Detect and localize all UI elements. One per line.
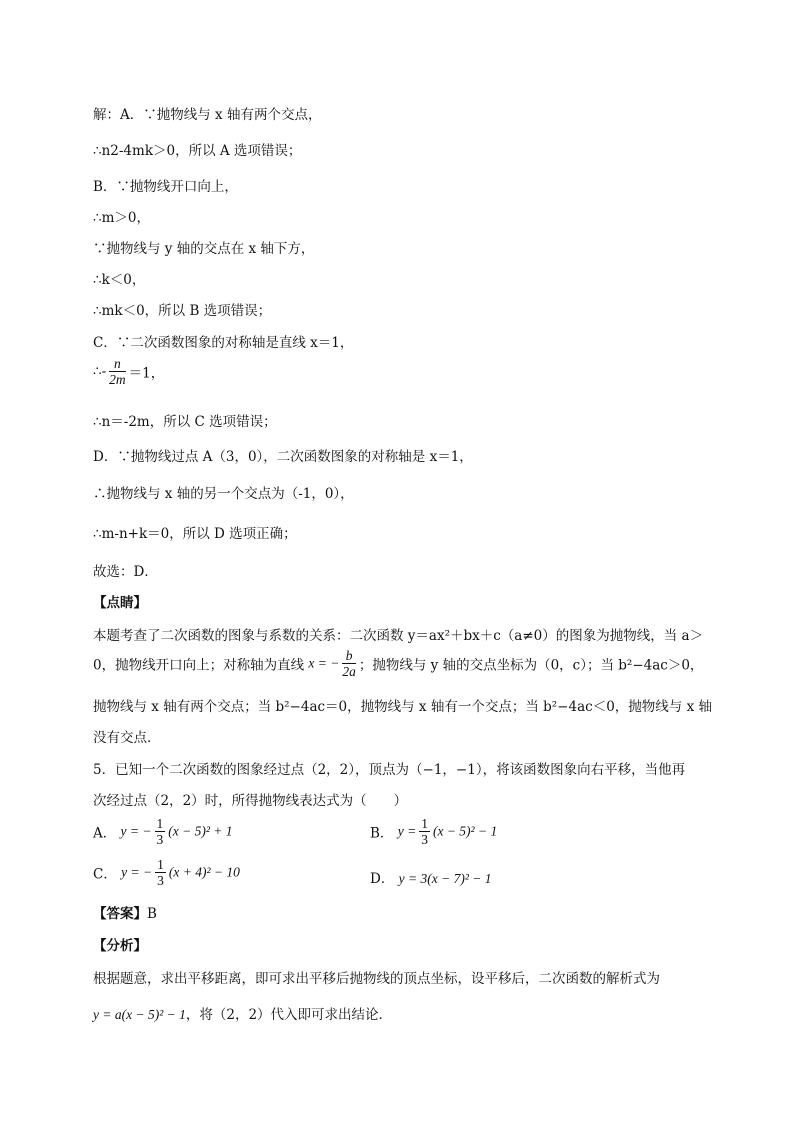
solution-line-7: ∴mk＜0，所以 B 选项错误； (93, 303, 272, 319)
fraction-denominator: 3 (156, 832, 164, 847)
solution-line-3: B．∵抛物线开口向上， (93, 179, 238, 195)
fraction-denominator: 2m (109, 372, 126, 387)
analysis-formula: y = a(x − 5)² − 1 (93, 1007, 186, 1022)
option-a (93, 816, 233, 847)
fraction-b-over-2a (342, 648, 356, 679)
fraction-numerator: 1 (156, 816, 164, 831)
solution-line-6: ∴k＜0， (93, 272, 146, 288)
symmetry-axis-expr: x = − (308, 655, 340, 671)
option-c-rhs: (x + 4)² − 10 (168, 864, 240, 880)
fraction-numerator: 1 (157, 857, 164, 872)
fraction-n-over-2m (109, 356, 126, 387)
analysis-paragraph-2 (93, 1003, 392, 1023)
comment-p2-b: ；抛物线与 y 轴的交点坐标为（0，c）；当 b²−4ac＞0， (358, 657, 704, 674)
analysis-p2-text: ，将（2，2）代入即可求出结论． (185, 1007, 393, 1023)
analysis-paragraph-1: 根据题意，求出平移距离，即可求出平移后抛物线的顶点坐标，设平移后，二次函数的解析式为 (93, 971, 660, 987)
option-a-rhs: (x − 5)² + 1 (168, 823, 233, 839)
comment-p2-a: 0，抛物线开口向上；对称轴为直线 (93, 657, 305, 674)
option-b (370, 816, 497, 847)
solution-line-12: ∴抛物线与 x 轴的另一个交点为（-1，0）， (93, 486, 354, 502)
solution-line-4: ∴m＞0， (93, 210, 150, 226)
option-a-lhs: y = − (120, 823, 152, 839)
option-c-fraction (155, 857, 166, 888)
fraction-denominator: 3 (157, 873, 164, 888)
option-c-label: C． (93, 866, 117, 883)
solution-line-11: D．∵抛物线过点 A（3，0），二次函数图象的对称轴是 x＝1， (93, 449, 473, 465)
comment-paragraph-3: 抛物线与 x 轴有两个交点；当 b²−4ac＝0，抛物线与 x 轴有一个交点；当 b²−4ac＜0，抛物线与 x 轴 (93, 699, 712, 715)
answer-line (93, 902, 157, 922)
option-b-fraction (419, 816, 430, 847)
line9-suffix: ＝1， (128, 365, 165, 382)
option-d-label: D． (370, 871, 395, 887)
option-b-rhs: (x − 5)² − 1 (432, 823, 498, 839)
comment-paragraph-4: 没有交点． (93, 730, 161, 746)
option-b-lhs: y = (397, 823, 417, 839)
fraction-numerator: n (109, 356, 126, 372)
line9-prefix: ∴- (93, 363, 107, 380)
fraction-numerator: 1 (421, 816, 428, 831)
fraction-denominator: 3 (421, 832, 428, 847)
comment-paragraph-1: 本题考查了二次函数的图象与系数的关系：二次函数 y＝ax²＋bx＋c（a≠0）的图象为抛物线，当 a＞ (93, 628, 704, 644)
analysis-heading: 【分析】 (93, 938, 147, 954)
option-a-label: A． (93, 825, 117, 842)
option-b-label: B． (370, 825, 394, 842)
comment-paragraph-2 (93, 648, 703, 679)
answer-heading: 【答案】 (93, 906, 147, 922)
option-a-fraction (155, 816, 166, 847)
solution-line-2: ∴n2-4mk＞0，所以 A 选项错误； (93, 143, 302, 159)
option-c (93, 857, 240, 888)
fraction-numerator: b (342, 648, 356, 664)
comment-heading: 【点睛】 (93, 595, 147, 611)
solution-line-5: ∵抛物线与 y 轴的交点在 x 轴下方， (93, 241, 315, 257)
option-c-lhs: y = − (121, 864, 153, 880)
fraction-denominator: 2a (342, 664, 356, 679)
question-line-1: 5．已知一个二次函数的图象经过点（2，2），顶点为（−1，−1），将该函数图象向右平移，当他再 (93, 762, 686, 778)
solution-line-13: ∴m-n+k＝0，所以 D 选项正确； (93, 526, 297, 542)
solution-line-1: 解：A．∵抛物线与 x 轴有两个交点， (93, 107, 322, 123)
option-d (370, 867, 491, 887)
solution-line-10: ∴n＝-2m，所以 C 选项错误； (93, 414, 277, 430)
solution-line-14: 故选：D． (93, 564, 158, 580)
solution-line-8: C．∵二次函数图象的对称轴是直线 x＝1， (93, 335, 354, 351)
question-line-2: 次经过点（2，2）时，所得抛物线表达式为（ ） (93, 793, 408, 809)
option-d-expr: y = 3(x − 7)² − 1 (398, 871, 492, 886)
solution-line-9 (93, 356, 164, 387)
answer-value: B (147, 906, 157, 922)
